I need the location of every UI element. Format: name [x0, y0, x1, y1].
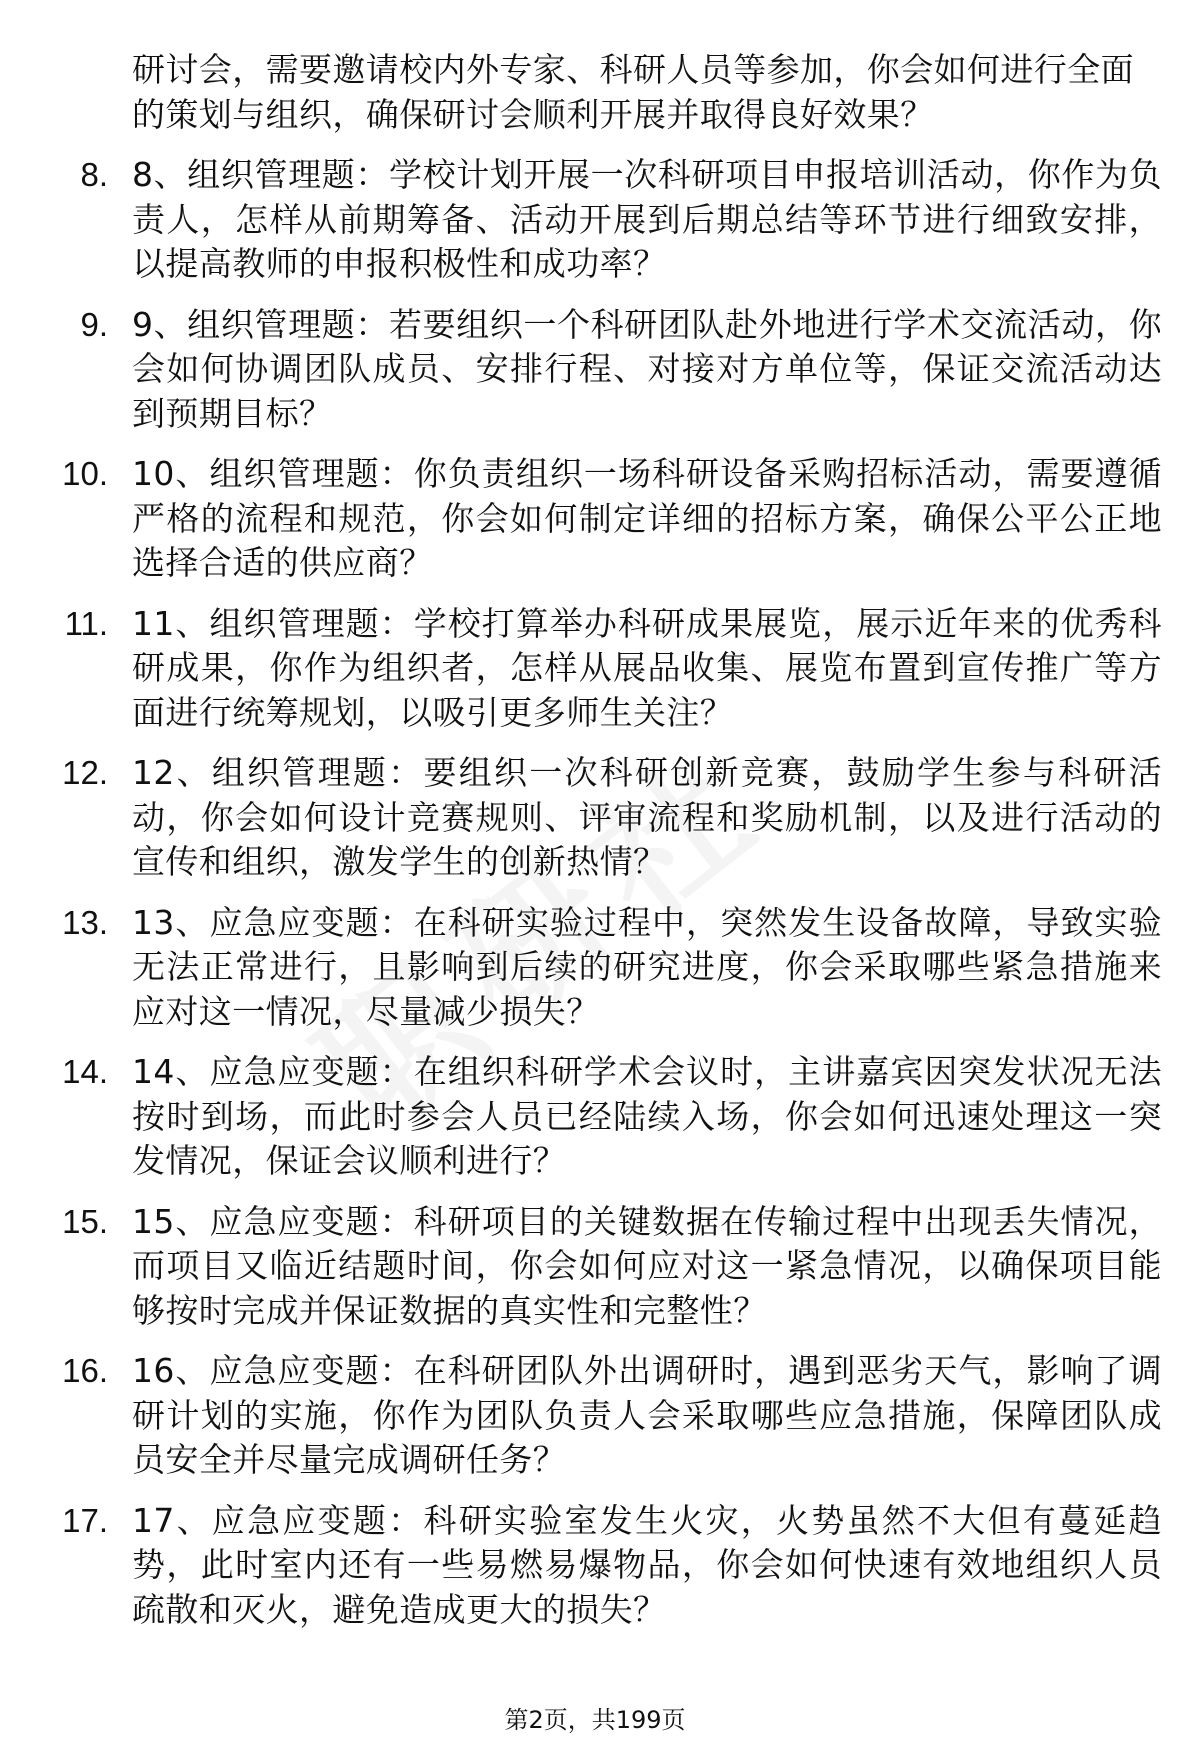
question-number: 13.	[62, 903, 108, 941]
question-text: 11、组织管理题：学校打算举办科研成果展览，展示近年来的优秀科研成果，你作为组织者，怎样从展品收集、展览布置到宣传推广等方面进行统筹规划，以吸引更多师生关注？	[132, 603, 1162, 732]
question-text: 12、组织管理题：要组织一次科研创新竞赛，鼓励学生参与科研活动，你会如何设计竞赛规则、评审流程和奖励机制，以及进行活动的宣传和组织，激发学生的创新热情？	[132, 753, 1162, 881]
question-item	[0, 1499, 1190, 1633]
question-number: 8.	[80, 156, 108, 193]
question-text: 17、应急应变题：科研实验室发生火灾，火势虽然不大但有蔓延趋势，此时室内还有一些易燃易爆物品，你会如何快速有效地组织人员疏散和灭火，避免造成更大的损失？	[132, 1500, 1162, 1629]
question-text: 10、组织管理题：你负责组织一场科研设备采购招标活动，需要遵循严格的流程和规范，你会如何制定详细的招标方案，确保公平公正地选择合适的供应商？	[132, 454, 1162, 582]
question-item	[0, 1349, 1190, 1483]
question-item	[0, 153, 1190, 287]
question-number: 9.	[80, 305, 108, 343]
question-item	[0, 303, 1190, 437]
question-number: 16.	[62, 1352, 108, 1389]
question-text: 13、应急应变题：在科研实验过程中，突然发生设备故障，导致实验无法正常进行，且影响到后续的研究进度，你会采取哪些紧急措施来应对这一情况，尽量减少损失？	[132, 902, 1162, 1031]
question-item	[0, 1200, 1190, 1334]
question-text: 14、应急应变题：在组织科研学术会议时，主讲嘉宾因突发状况无法按时到场，而此时参会人员已经陆续入场，你会如何迅速处理这一突发情况，保证会议顺利进行？	[132, 1052, 1162, 1180]
question-number: 17.	[62, 1501, 108, 1539]
question-item	[0, 901, 1190, 1035]
page-number-footer: 第2页，共199页	[504, 1706, 686, 1734]
question-text: 16、应急应变题：在科研团队外出调研时，遇到恶劣天气，影响了调研计划的实施，你作为团队负责人会采取哪些应急措施，保障团队成员安全并尽量完成调研任务？	[132, 1351, 1162, 1479]
question-number: 14.	[62, 1053, 108, 1090]
question-number: 15.	[62, 1202, 108, 1240]
question-item	[0, 452, 1190, 586]
page-content	[0, 48, 1190, 1632]
continued-question-text: 研讨会，需要邀请校内外专家、科研人员等参加，你会如何进行全面的策划与组织，确保研讨会顺利开展并取得良好效果？	[132, 50, 1134, 134]
question-text: 9、组织管理题：若要组织一个科研团队赴外地进行学术交流活动，你会如何协调团队成员、安排行程、对接对方单位等，保证交流活动达到预期目标？	[132, 304, 1162, 433]
question-number: 12.	[62, 754, 108, 791]
question-item	[0, 751, 1190, 885]
question-text: 15、应急应变题：科研项目的关键数据在传输过程中出现丢失情况，而项目又临近结题时间，你会如何应对这一紧急情况，以确保项目能够按时完成并保证数据的真实性和完整性？	[132, 1201, 1162, 1330]
question-list	[0, 153, 1190, 1632]
question-item	[0, 1050, 1190, 1184]
question-item	[0, 602, 1190, 736]
question-text: 8、组织管理题：学校计划开展一次科研项目申报培训活动，你作为负责人，怎样从前期筹备、活动开展到后期总结等环节进行细致安排，以提高教师的申报积极性和成功率？	[132, 155, 1162, 283]
question-number: 11.	[64, 604, 108, 642]
question-number: 10.	[62, 455, 108, 492]
